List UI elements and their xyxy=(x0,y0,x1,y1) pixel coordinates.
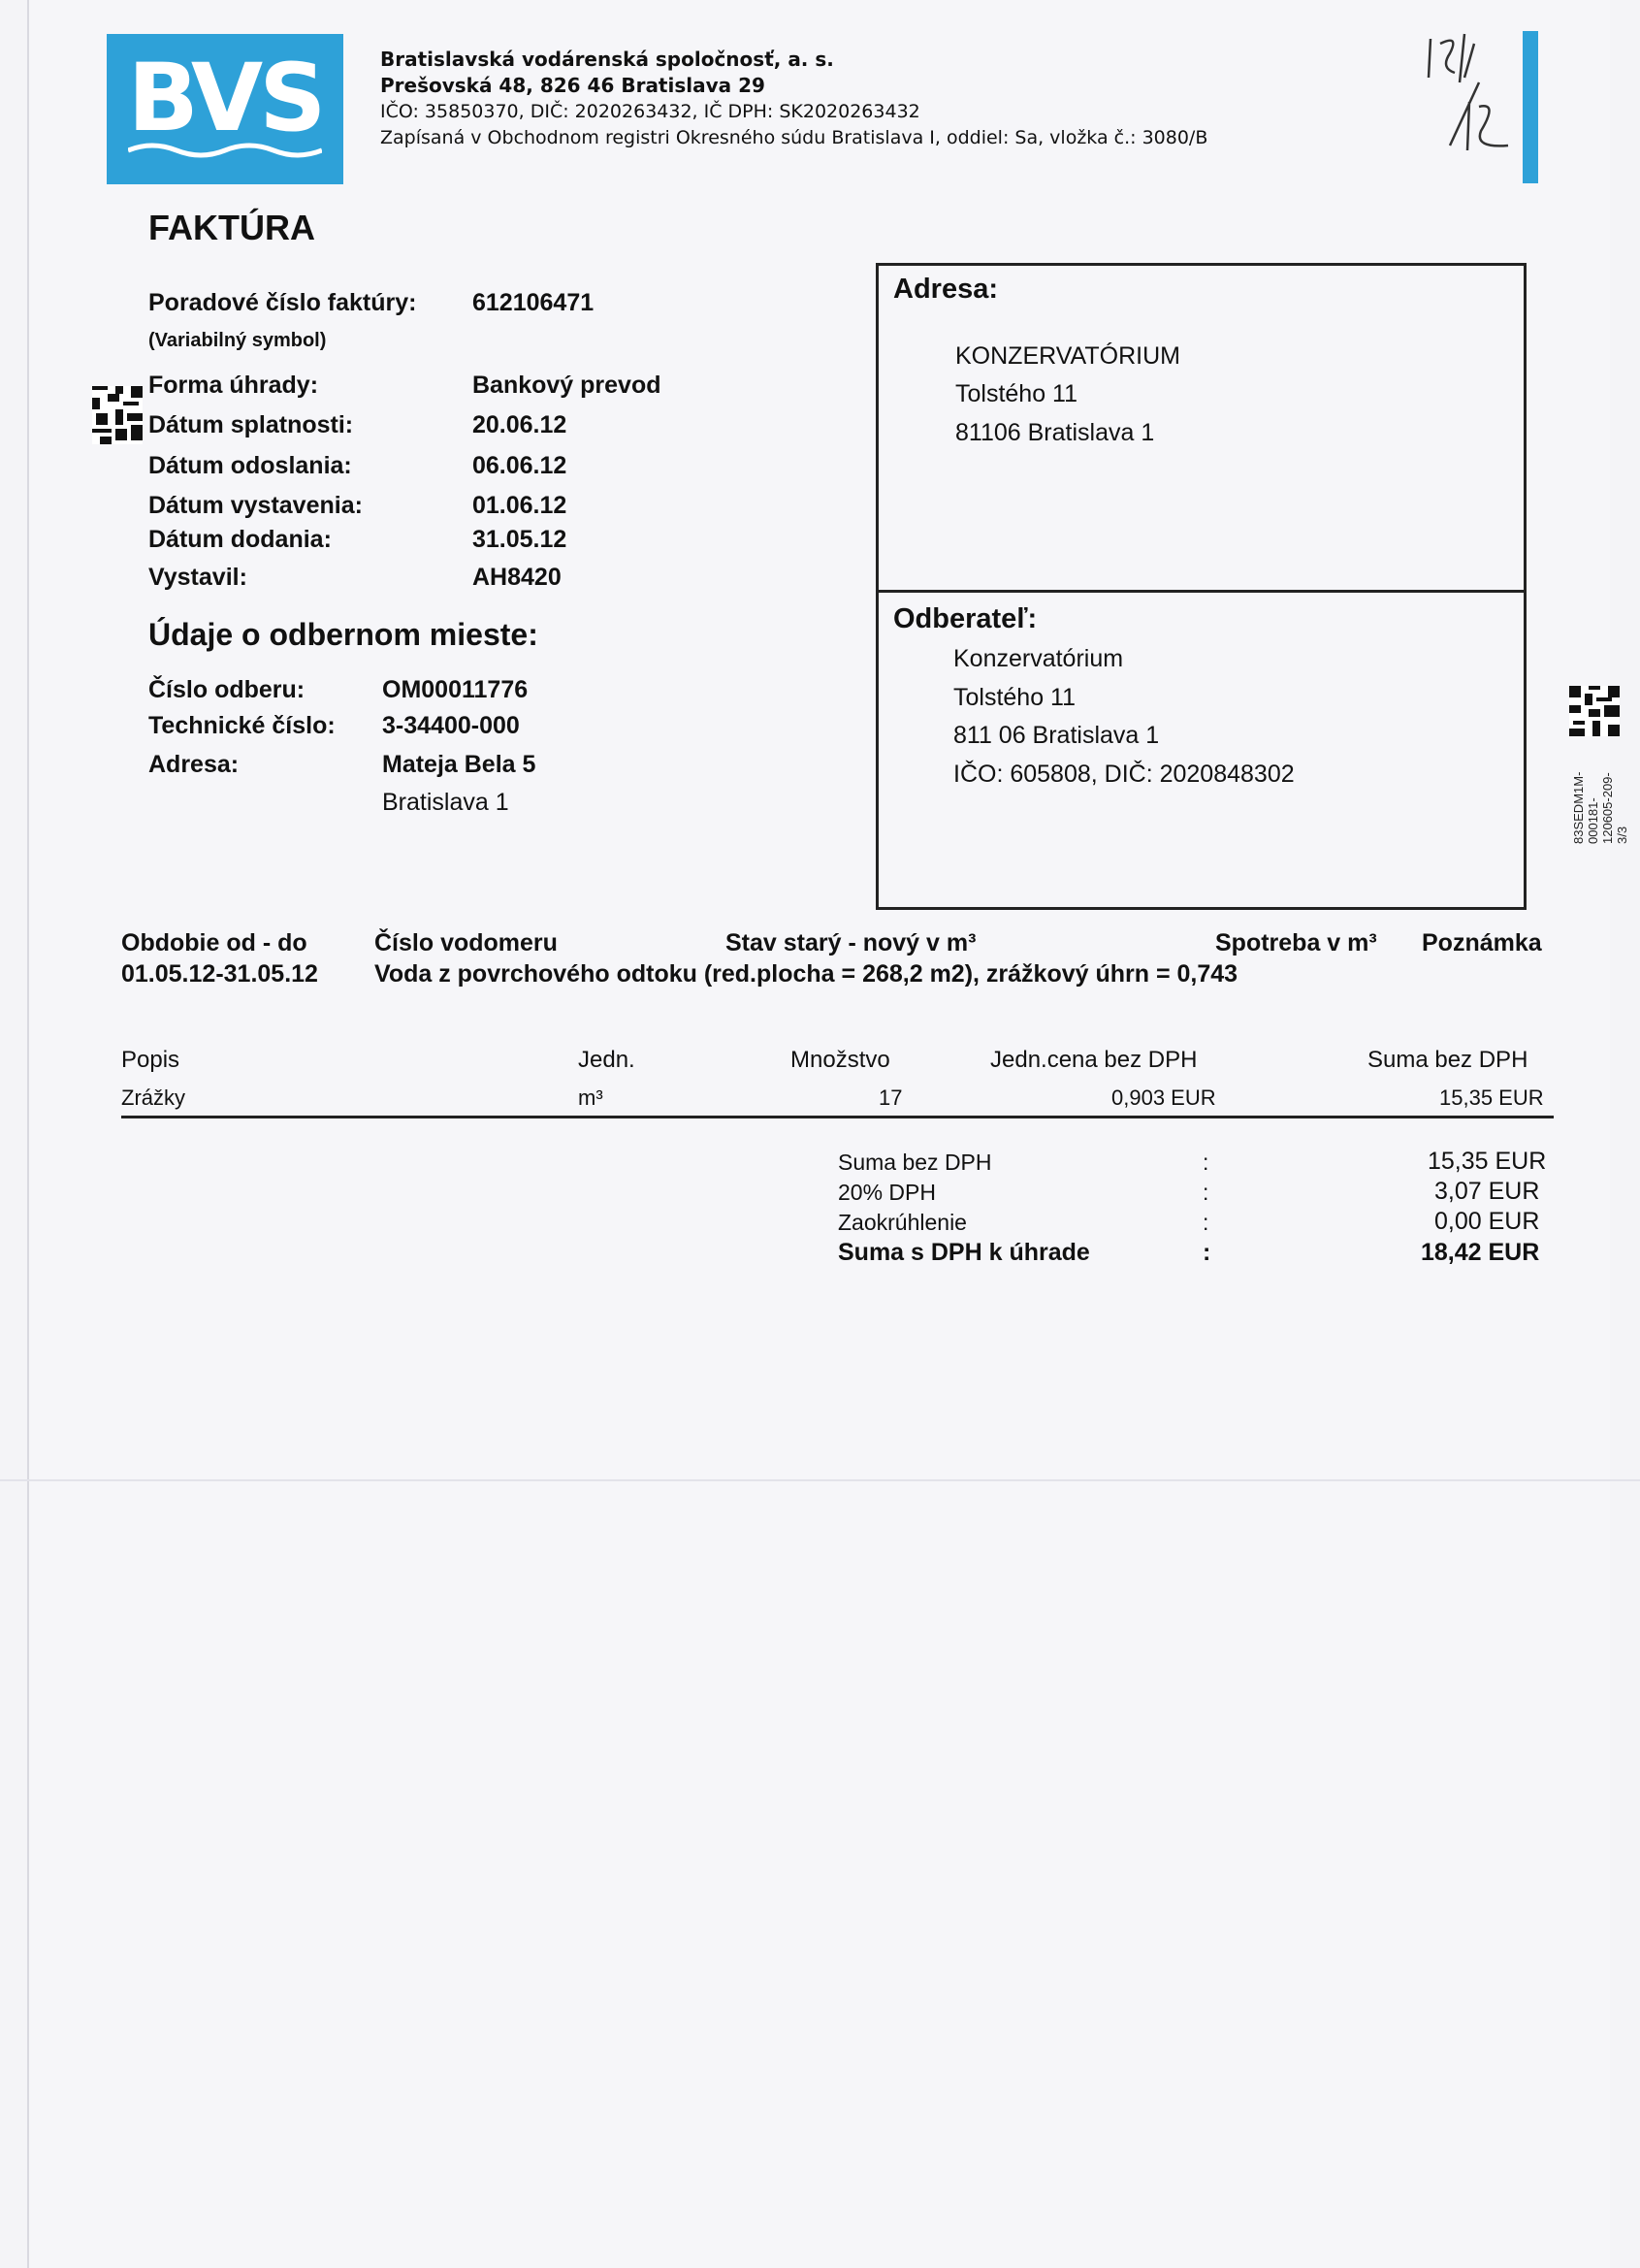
col-unit-price: Jedn.cena bez DPH xyxy=(990,1047,1198,1073)
address-box-title: Adresa: xyxy=(893,274,998,305)
rounding-colon: : xyxy=(1203,1210,1209,1235)
col-total: Suma bez DPH xyxy=(1367,1047,1528,1073)
subtotal-colon: : xyxy=(1203,1150,1209,1175)
row-unit: m³ xyxy=(578,1085,603,1110)
consumption-address-label: Adresa: xyxy=(148,751,240,778)
col-consumption: Spotreba v m³ xyxy=(1215,929,1377,956)
customer-box-title: Odberateľ: xyxy=(893,603,1038,634)
logo-wave-icon xyxy=(128,141,322,160)
customer-line4: IČO: 605808, DIČ: 2020848302 xyxy=(953,761,1295,788)
address-line3: 81106 Bratislava 1 xyxy=(955,419,1155,446)
row-desc: Zrážky xyxy=(121,1085,185,1110)
issue-date: 01.06.12 xyxy=(472,492,567,519)
rounding-value: 0,00 EUR xyxy=(1434,1208,1540,1235)
col-state: Stav starý - nový v m³ xyxy=(725,929,977,956)
invoice-number-label: Poradové číslo faktúry: xyxy=(148,289,417,316)
consumption-point-heading: Údaje o odbernom mieste: xyxy=(148,617,538,652)
due-date-label: Dátum splatnosti: xyxy=(148,411,354,438)
table-rule xyxy=(121,1116,1554,1118)
rounding-label: Zaokrúhlenie xyxy=(838,1210,967,1235)
consumption-address-line2: Bratislava 1 xyxy=(382,789,509,816)
vat-colon: : xyxy=(1203,1180,1209,1205)
customer-line2: Tolstého 11 xyxy=(953,684,1077,711)
consumption-number: OM00011776 xyxy=(382,676,529,703)
total-label: Suma s DPH k úhrade xyxy=(838,1239,1090,1266)
row-total: 15,35 EUR xyxy=(1439,1085,1544,1110)
barcode-side-icon xyxy=(1569,686,1620,736)
handwritten-mark xyxy=(1421,24,1518,160)
variable-symbol-label: (Variabilný symbol) xyxy=(148,330,327,351)
payment-form-label: Forma úhrady: xyxy=(148,372,319,399)
address-line2: Tolstého 11 xyxy=(955,380,1078,407)
invoice-number: 612106471 xyxy=(472,289,595,316)
side-code: 83SEDM1M-000181-120605-209-3/3 xyxy=(1571,771,1629,844)
brand-bar xyxy=(1523,31,1538,183)
subtotal-value: 15,35 EUR xyxy=(1428,1148,1547,1175)
col-desc: Popis xyxy=(121,1047,180,1073)
col-note: Poznámka xyxy=(1422,929,1542,956)
consumption-address-line1: Mateja Bela 5 xyxy=(382,751,536,778)
col-period: Obdobie od - do xyxy=(121,929,307,956)
customer-line3: 811 06 Bratislava 1 xyxy=(953,722,1160,749)
issued-by: AH8420 xyxy=(472,564,562,591)
barcode-small-icon xyxy=(92,386,143,444)
bvs-logo xyxy=(107,34,343,184)
subtotal-label: Suma bez DPH xyxy=(838,1150,992,1175)
total-value: 18,42 EUR xyxy=(1421,1239,1540,1266)
company-ids: IČO: 35850370, DIČ: 2020263432, IČ DPH: SK2020263432 xyxy=(380,101,920,122)
document-title: FAKTÚRA xyxy=(148,208,315,247)
address-line1: KONZERVATÓRIUM xyxy=(955,342,1180,370)
customer-line1: Konzervatórium xyxy=(953,645,1124,672)
col-qty: Množstvo xyxy=(790,1047,890,1073)
delivery-date: 31.05.12 xyxy=(472,526,567,553)
sent-date: 06.06.12 xyxy=(472,452,567,479)
vat-value: 3,07 EUR xyxy=(1434,1178,1540,1205)
row-unit-price: 0,903 EUR xyxy=(1111,1085,1216,1110)
company-registry: Zapísaná v Obchodnom registri Okresného súdu Bratislava I, oddiel: Sa, vložka č.: 3080/B xyxy=(380,127,1208,148)
company-address: Prešovská 48, 826 46 Bratislava 29 xyxy=(380,74,765,97)
technical-number-label: Technické číslo: xyxy=(148,712,336,739)
consumption-number-label: Číslo odberu: xyxy=(148,676,305,703)
company-name: Bratislavská vodárenská spoločnosť, a. s. xyxy=(380,48,834,71)
sent-date-label: Dátum odoslania: xyxy=(148,452,352,479)
vat-label: 20% DPH xyxy=(838,1180,936,1205)
col-meter: Číslo vodomeru xyxy=(374,929,558,956)
fold-line xyxy=(0,1479,1640,1481)
due-date: 20.06.12 xyxy=(472,411,567,438)
issue-date-label: Dátum vystavenia: xyxy=(148,492,363,519)
delivery-date-label: Dátum dodania: xyxy=(148,526,332,553)
issued-by-label: Vystavil: xyxy=(148,564,247,591)
row-qty: 17 xyxy=(879,1085,903,1110)
address-box-divider xyxy=(876,590,1527,593)
payment-form: Bankový prevod xyxy=(472,372,661,399)
total-colon: : xyxy=(1203,1239,1211,1266)
period-description: Voda z povrchového odtoku (red.plocha = 268,2 m2), zrážkový úhrn = 0,743 xyxy=(374,960,1238,988)
col-unit: Jedn. xyxy=(578,1047,635,1073)
logo-text: BVS xyxy=(127,44,323,152)
period-value: 01.05.12-31.05.12 xyxy=(121,960,318,988)
technical-number: 3-34400-000 xyxy=(382,712,520,739)
